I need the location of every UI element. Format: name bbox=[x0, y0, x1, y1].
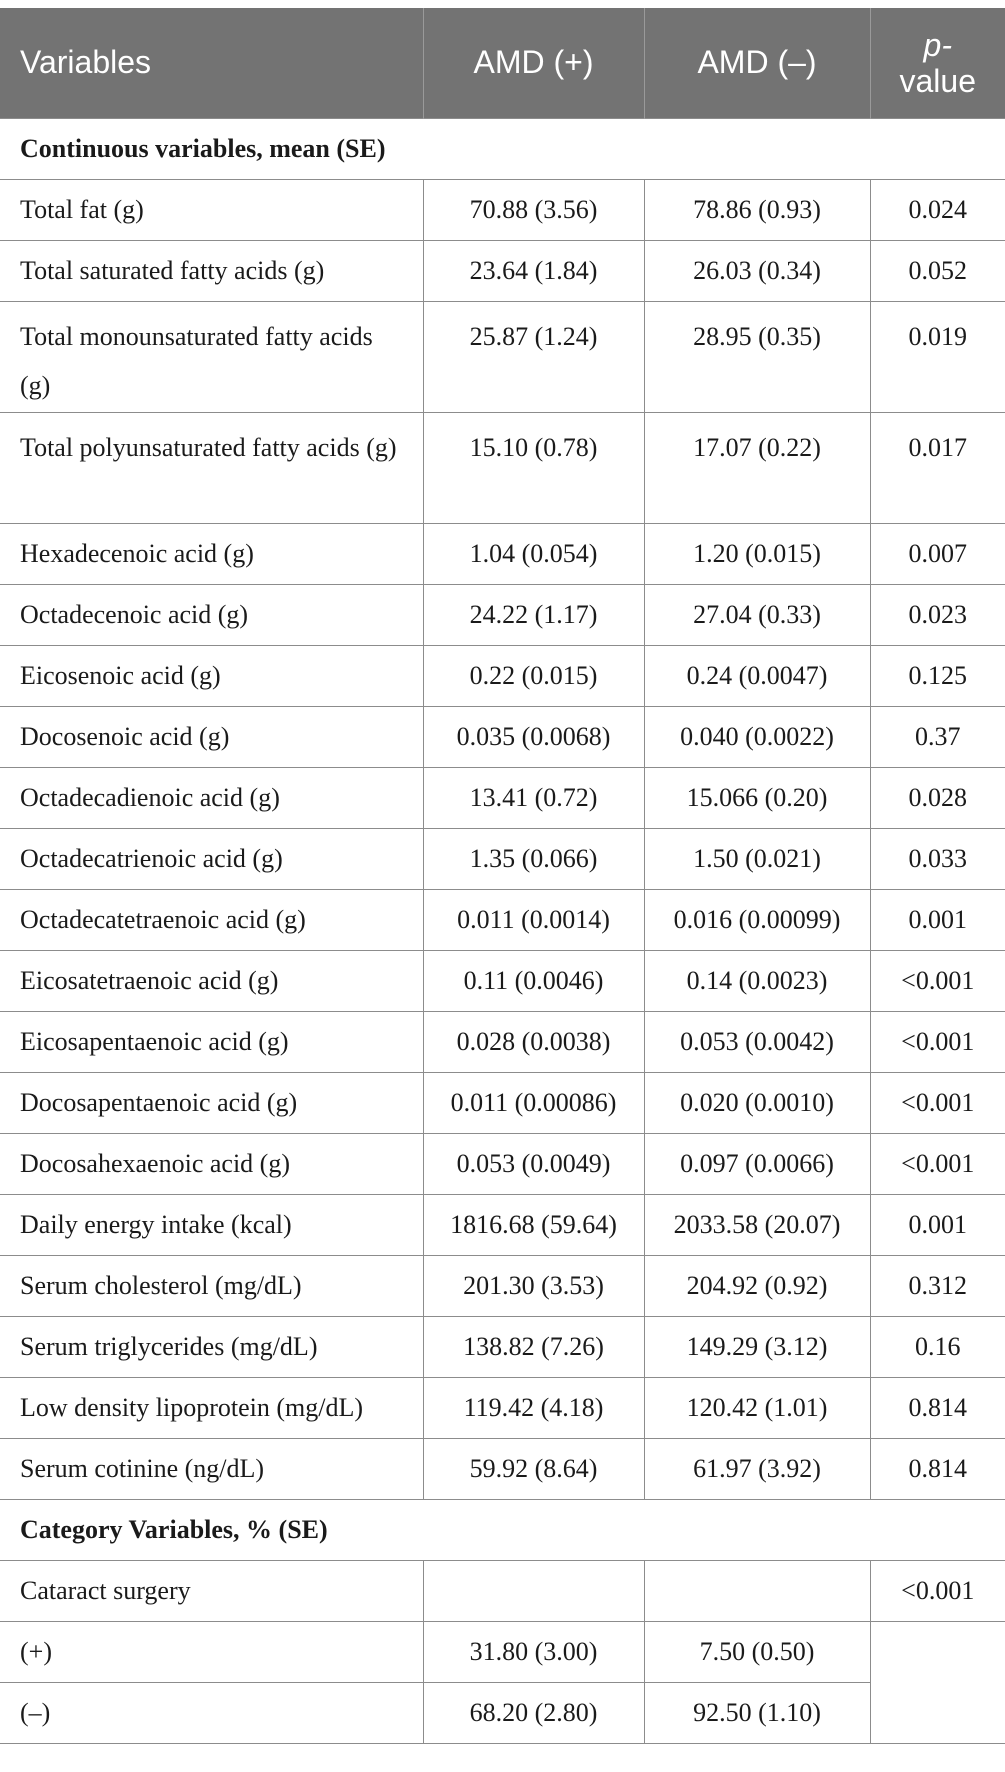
amd-positive-value: 13.41 (0.72) bbox=[423, 767, 644, 828]
amd-negative-value: 0.14 (0.0023) bbox=[644, 950, 870, 1011]
header-row bbox=[0, 8, 1005, 118]
section-row-category bbox=[0, 1499, 1005, 1560]
p-value: 0.028 bbox=[870, 767, 1005, 828]
row-label: Octadecadienoic acid (g) bbox=[0, 767, 423, 828]
table-row bbox=[0, 645, 1005, 706]
row-label: (–) bbox=[0, 1682, 423, 1743]
table-row-cataract bbox=[0, 1560, 1005, 1621]
table-row bbox=[0, 1072, 1005, 1133]
row-label: Total fat (g) bbox=[0, 179, 423, 240]
amd-positive-value bbox=[423, 1560, 644, 1621]
amd-positive-value: 138.82 (7.26) bbox=[423, 1316, 644, 1377]
row-label: Serum triglycerides (mg/dL) bbox=[0, 1316, 423, 1377]
table-row-cataract-negative bbox=[0, 1682, 1005, 1743]
table-row-cataract-positive bbox=[0, 1621, 1005, 1682]
header-p-value-line2: value bbox=[899, 62, 976, 99]
amd-positive-value: 0.22 (0.015) bbox=[423, 645, 644, 706]
table-row bbox=[0, 1316, 1005, 1377]
amd-positive-value: 68.20 (2.80) bbox=[423, 1682, 644, 1743]
p-value: 0.001 bbox=[870, 889, 1005, 950]
amd-negative-value: 0.053 (0.0042) bbox=[644, 1011, 870, 1072]
amd-negative-value: 204.92 (0.92) bbox=[644, 1255, 870, 1316]
p-value: 0.052 bbox=[870, 240, 1005, 301]
table-row bbox=[0, 1194, 1005, 1255]
p-value: 0.16 bbox=[870, 1316, 1005, 1377]
table-row bbox=[0, 584, 1005, 645]
p-value: 0.017 bbox=[870, 412, 1005, 523]
amd-positive-value: 0.035 (0.0068) bbox=[423, 706, 644, 767]
row-label: Serum cholesterol (mg/dL) bbox=[0, 1255, 423, 1316]
p-value: <0.001 bbox=[870, 1560, 1005, 1621]
p-value: 0.007 bbox=[870, 523, 1005, 584]
p-value: <0.001 bbox=[870, 1072, 1005, 1133]
row-label: Docosapentaenoic acid (g) bbox=[0, 1072, 423, 1133]
table-row bbox=[0, 1255, 1005, 1316]
amd-positive-value: 25.87 (1.24) bbox=[423, 301, 644, 412]
row-label: (+) bbox=[0, 1621, 423, 1682]
table-row bbox=[0, 523, 1005, 584]
p-value: 0.814 bbox=[870, 1377, 1005, 1438]
p-value: 0.312 bbox=[870, 1255, 1005, 1316]
row-label: Cataract surgery bbox=[0, 1560, 423, 1621]
amd-negative-value: 27.04 (0.33) bbox=[644, 584, 870, 645]
p-value: 0.125 bbox=[870, 645, 1005, 706]
p-value: <0.001 bbox=[870, 1133, 1005, 1194]
amd-positive-value: 70.88 (3.56) bbox=[423, 179, 644, 240]
amd-positive-value: 59.92 (8.64) bbox=[423, 1438, 644, 1499]
amd-negative-value: 26.03 (0.34) bbox=[644, 240, 870, 301]
amd-negative-value: 92.50 (1.10) bbox=[644, 1682, 870, 1743]
header-amd-positive: AMD (+) bbox=[423, 8, 644, 118]
amd-negative-value: 17.07 (0.22) bbox=[644, 412, 870, 523]
p-value: 0.001 bbox=[870, 1194, 1005, 1255]
table-row bbox=[0, 950, 1005, 1011]
row-label: Octadecatrienoic acid (g) bbox=[0, 828, 423, 889]
row-label: Total monounsaturated fatty acids (g) bbox=[0, 301, 423, 412]
amd-positive-value: 1.04 (0.054) bbox=[423, 523, 644, 584]
amd-negative-value: 0.097 (0.0066) bbox=[644, 1133, 870, 1194]
row-label: Serum cotinine (ng/dL) bbox=[0, 1438, 423, 1499]
header-p-value-line1: p- bbox=[923, 26, 952, 63]
row-label: Octadecatetraenoic acid (g) bbox=[0, 889, 423, 950]
amd-positive-value: 1.35 (0.066) bbox=[423, 828, 644, 889]
table-row bbox=[0, 240, 1005, 301]
amd-negative-value: 15.066 (0.20) bbox=[644, 767, 870, 828]
amd-positive-value: 201.30 (3.53) bbox=[423, 1255, 644, 1316]
amd-positive-value: 119.42 (4.18) bbox=[423, 1377, 644, 1438]
header-variables: Variables bbox=[0, 8, 423, 118]
row-label: Docosahexaenoic acid (g) bbox=[0, 1133, 423, 1194]
amd-positive-value: 15.10 (0.78) bbox=[423, 412, 644, 523]
table-row bbox=[0, 1438, 1005, 1499]
table-row bbox=[0, 179, 1005, 240]
amd-negative-value: 78.86 (0.93) bbox=[644, 179, 870, 240]
amd-negative-value: 61.97 (3.92) bbox=[644, 1438, 870, 1499]
amd-negative-value: 0.040 (0.0022) bbox=[644, 706, 870, 767]
amd-negative-value bbox=[644, 1560, 870, 1621]
amd-positive-value: 0.011 (0.0014) bbox=[423, 889, 644, 950]
section-label-category: Category Variables, % (SE) bbox=[0, 1499, 1005, 1560]
data-table bbox=[0, 8, 1005, 1744]
row-label: Total saturated fatty acids (g) bbox=[0, 240, 423, 301]
row-label: Octadecenoic acid (g) bbox=[0, 584, 423, 645]
row-label: Low density lipoprotein (mg/dL) bbox=[0, 1377, 423, 1438]
amd-negative-value: 1.20 (0.015) bbox=[644, 523, 870, 584]
p-value: 0.814 bbox=[870, 1438, 1005, 1499]
row-label: Hexadecenoic acid (g) bbox=[0, 523, 423, 584]
table-row bbox=[0, 1011, 1005, 1072]
amd-positive-value: 23.64 (1.84) bbox=[423, 240, 644, 301]
amd-negative-value: 7.50 (0.50) bbox=[644, 1621, 870, 1682]
table-row bbox=[0, 412, 1005, 523]
amd-negative-value: 149.29 (3.12) bbox=[644, 1316, 870, 1377]
p-value: 0.37 bbox=[870, 706, 1005, 767]
header-amd-negative: AMD (–) bbox=[644, 8, 870, 118]
table-row bbox=[0, 301, 1005, 412]
p-value: 0.033 bbox=[870, 828, 1005, 889]
p-value: <0.001 bbox=[870, 1011, 1005, 1072]
amd-negative-value: 120.42 (1.01) bbox=[644, 1377, 870, 1438]
row-label: Eicosatetraenoic acid (g) bbox=[0, 950, 423, 1011]
amd-positive-value: 1816.68 (59.64) bbox=[423, 1194, 644, 1255]
table-row bbox=[0, 889, 1005, 950]
p-value: 0.019 bbox=[870, 301, 1005, 412]
table-row bbox=[0, 767, 1005, 828]
section-label-continuous: Continuous variables, mean (SE) bbox=[0, 118, 1005, 179]
amd-negative-value: 0.020 (0.0010) bbox=[644, 1072, 870, 1133]
table-row bbox=[0, 1133, 1005, 1194]
amd-positive-value: 31.80 (3.00) bbox=[423, 1621, 644, 1682]
amd-positive-value: 0.11 (0.0046) bbox=[423, 950, 644, 1011]
row-label: Daily energy intake (kcal) bbox=[0, 1194, 423, 1255]
p-value: 0.024 bbox=[870, 179, 1005, 240]
row-label: Eicosapentaenoic acid (g) bbox=[0, 1011, 423, 1072]
amd-negative-value: 28.95 (0.35) bbox=[644, 301, 870, 412]
amd-negative-value: 1.50 (0.021) bbox=[644, 828, 870, 889]
header-p-value bbox=[870, 8, 1005, 118]
amd-positive-value: 0.011 (0.00086) bbox=[423, 1072, 644, 1133]
amd-positive-value: 0.053 (0.0049) bbox=[423, 1133, 644, 1194]
row-label: Eicosenoic acid (g) bbox=[0, 645, 423, 706]
amd-negative-value: 0.016 (0.00099) bbox=[644, 889, 870, 950]
amd-negative-value: 0.24 (0.0047) bbox=[644, 645, 870, 706]
p-value: <0.001 bbox=[870, 950, 1005, 1011]
p-value-empty bbox=[870, 1682, 1005, 1743]
amd-negative-value: 2033.58 (20.07) bbox=[644, 1194, 870, 1255]
p-value-empty bbox=[870, 1621, 1005, 1682]
table-row bbox=[0, 1377, 1005, 1438]
row-label: Docosenoic acid (g) bbox=[0, 706, 423, 767]
section-row-continuous bbox=[0, 118, 1005, 179]
table-row bbox=[0, 828, 1005, 889]
row-label: Total polyunsaturated fatty acids (g) bbox=[0, 412, 423, 523]
table-row bbox=[0, 706, 1005, 767]
p-value: 0.023 bbox=[870, 584, 1005, 645]
amd-positive-value: 0.028 (0.0038) bbox=[423, 1011, 644, 1072]
amd-positive-value: 24.22 (1.17) bbox=[423, 584, 644, 645]
